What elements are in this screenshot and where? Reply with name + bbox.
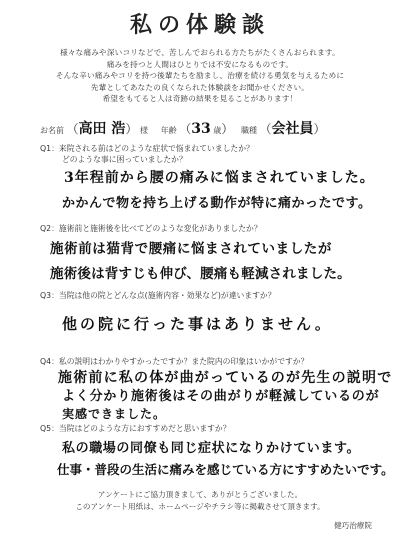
question-1 bbox=[40, 143, 254, 165]
job-label: 職種 bbox=[240, 126, 257, 135]
answer-5-line-2: 仕事・普段の生活に痛みを感じている方にすすめたいです。 bbox=[57, 462, 394, 477]
answer-1-line-2: かかんで物を持ち上げる動作が特に痛かったです。 bbox=[62, 196, 372, 211]
question-text: Q4：私の説明はわかりやすかったですか？また院内の印象はいかがですか？ bbox=[40, 357, 309, 366]
thanks-line: アンケートにご協力頂きまして、ありがとうございました。 bbox=[97, 490, 303, 499]
question-4 bbox=[40, 356, 308, 367]
job-value: 会社員 bbox=[271, 121, 314, 137]
answer-4-line-3: 実感できました。 bbox=[62, 407, 167, 421]
answer-3-line-1: 他の院に行った事はありません。 bbox=[62, 315, 333, 333]
answer-2-line-1: 施術前は猫背で腰痛に悩まされていましたが bbox=[50, 241, 332, 257]
age-label: 年齢 bbox=[160, 126, 177, 135]
question-5 bbox=[40, 423, 231, 434]
intro-line: そんな辛い痛みやコリを持つ後輩たちを励まし、治療を続ける勇気を与えるために bbox=[55, 71, 345, 80]
intro-line: 様々な痛みや深いコリなどで、苦しんでおられる方たちがたくさんおられます。 bbox=[60, 48, 340, 57]
intro-line: 先輩としてあなたの良くなられた体験談をお聞かせください。 bbox=[90, 82, 310, 92]
question-3 bbox=[40, 290, 276, 301]
name-suffix: 様 bbox=[140, 126, 148, 135]
question-text: Q5：当院はどのような方におすすめだと思いますか？ bbox=[40, 424, 231, 433]
intro-line: 痛みを持つと人間はひとりでは不安になるものです。 bbox=[106, 59, 294, 69]
question-text: どのような事に困っていましたか？ bbox=[62, 155, 187, 164]
thanks-line: このアンケート用紙は、ホームページやチラシ等に掲載させて頂きます。 bbox=[75, 502, 325, 511]
question-2 bbox=[40, 223, 262, 234]
age-suffix: 歳 bbox=[213, 126, 222, 135]
clinic-name: 健巧治療院 bbox=[334, 521, 372, 530]
age-value: 33 bbox=[191, 121, 211, 137]
intro-text bbox=[14, 47, 386, 105]
question-text: Q3：当院は他の院とどんな点(施術内容・効果など)が違いますか？ bbox=[40, 291, 276, 300]
answer-1-line-1: 3年程前から腰の痛みに悩まされていました。 bbox=[64, 170, 375, 186]
answer-4-line-1: 施術前に私の体が曲がっているのが先生の説明で bbox=[58, 370, 393, 386]
page-title: 私の体験談 bbox=[129, 13, 270, 38]
answer-5-line-1: 私の職場の同僚も同じ症状になりかけています。 bbox=[62, 441, 361, 456]
intro-line: 希望をもてると人は奇跡の結果を見ることがあります！ bbox=[102, 94, 298, 103]
answer-4-line-2: よく分かり施術後はその曲がりが軽減しているのが bbox=[62, 389, 380, 404]
respondent-info: お名前 （高田 浩） 様 年齢 （33 歳） 職種 （会社員） bbox=[40, 121, 326, 137]
question-text: Q2：施術前と施術後を比べてどのような変化がありましたか？ bbox=[40, 224, 262, 233]
name-label: お名前 bbox=[40, 126, 64, 135]
question-text: Q1：来院される前はどのような症状で悩まれていましたか？ bbox=[40, 144, 254, 153]
name-value: 高田 浩 bbox=[78, 121, 126, 137]
answer-2-line-2: 施術後は背すじも伸び、腰痛も軽減されました。 bbox=[50, 266, 351, 282]
thanks-note bbox=[0, 489, 400, 513]
